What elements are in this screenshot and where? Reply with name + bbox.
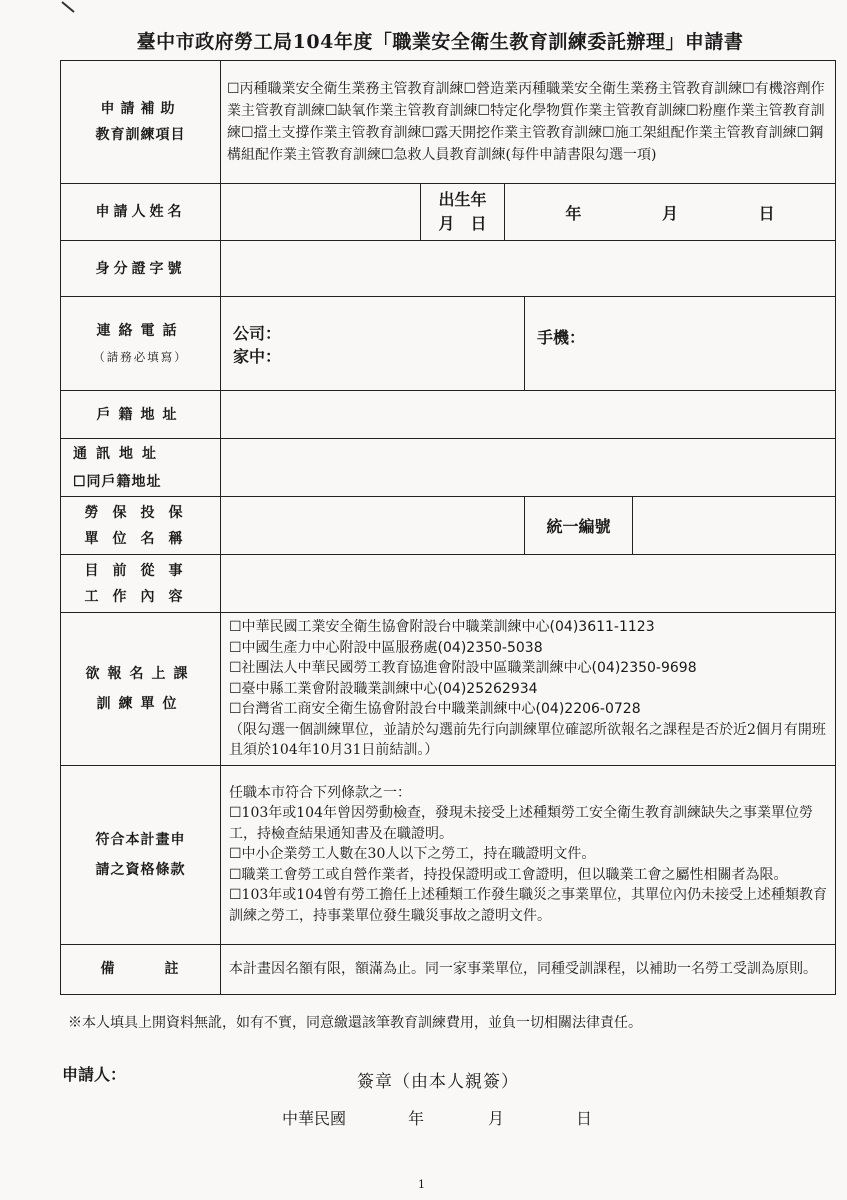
applicant-name-field[interactable] <box>221 184 421 241</box>
household-address-field[interactable] <box>221 391 836 439</box>
eligibility-label: 符合本計畫申 請之資格條款 <box>61 765 221 944</box>
eligibility-option[interactable]: ☐中小企業勞工人數在30人以下之勞工，持在職證明文件。 <box>229 846 596 863</box>
training-unit-option[interactable]: ☐中華民國工業安全衛生協會附設台中職業訓練中心(04)3611-1123 <box>229 619 655 635</box>
row-mailing-address <box>61 439 836 497</box>
applicant-name-label: 申請人姓名 <box>61 184 221 241</box>
mailing-address-field[interactable] <box>221 439 836 497</box>
training-unit-label: 欲報名上課 訓練單位 <box>61 613 221 766</box>
training-unit-option[interactable]: ☐台灣省工商安全衛生協會附設台中職業訓練中心(04)2206-0728 <box>229 701 641 717</box>
row-phone <box>61 297 836 391</box>
same-as-household-checkbox[interactable]: ☐同戶籍地址 <box>73 473 162 490</box>
insurance-unit-field[interactable] <box>221 497 525 555</box>
id-number-label: 身分證字號 <box>61 241 221 297</box>
signature-field[interactable]: 簽章（由本人親簽） <box>357 1072 519 1092</box>
id-number-field[interactable] <box>221 241 836 297</box>
training-unit-option[interactable]: ☐中國生產力中心附設中區服務處(04)2350-5038 <box>229 639 543 656</box>
remarks-text: 本計畫因名額有限，額滿為止。同一家事業單位，同種受訓課程，以補助一名勞工受訓為原則。 <box>221 944 836 994</box>
phone-landline-field[interactable]: 公司： 家中： <box>221 297 525 391</box>
current-job-label: 目前從事 工作內容 <box>61 555 221 613</box>
training-items-options[interactable]: ☐丙種職業安全衛生業務主管教育訓練☐營造業丙種職業安全衛生業務主管教育訓練☐有機溶劑作業主管教育訓練☐缺氧作業主管教育訓練☐特定化學物質作業主管教育訓練☐粉塵作業主管教育訓練☐擋土支撐作業主管教育訓練☐露天開挖作業主管教育訓練☐施工架組配作業主管教育訓練☐鋼構組配作業主管教育訓練☐急救人員教育訓練(每件申請書限勾選一項) <box>221 61 836 184</box>
phone-label: 連絡電話 （請務必填寫） <box>61 297 221 391</box>
page-number: 1 <box>418 1178 425 1191</box>
eligibility-option[interactable]: ☐103年或104年曾因勞動檢查，發現未接受上述種類勞工安全衛生教育訓練缺失之事業單位勞工，持檢查結果通知書及在職證明。 <box>229 805 813 842</box>
row-id-number <box>61 241 836 297</box>
row-eligibility <box>61 765 836 944</box>
training-unit-option[interactable]: ☐臺中縣工業會附設職業訓練中心(04)25262934 <box>229 680 538 697</box>
row-remarks <box>61 944 836 994</box>
mailing-address-label: 通訊地址 ☐同戶籍地址 <box>61 439 221 497</box>
eligibility-intro: 任職本市符合下列條款之一： <box>229 784 411 801</box>
birth-date-label: 出生年 月 日 <box>421 184 505 241</box>
row-training-unit <box>61 613 836 766</box>
tax-id-label: 統一編號 <box>525 497 633 555</box>
declaration-text: ※本人填具上開資料無訛，如有不實，同意繳還該筆教育訓練費用，並負一切相關法律責任。 <box>68 1015 642 1031</box>
applicant-signature-label: 申請人： <box>62 1065 127 1084</box>
row-insurance-unit <box>61 497 836 555</box>
application-date: 中華民國 年 月 日 <box>282 1109 593 1128</box>
training-items-label: 申請補助 教育訓練項目 <box>61 61 221 184</box>
form-title: 臺中市政府勞工局104年度「職業安全衛生教育訓練委託辦理」申請書 <box>136 31 744 53</box>
training-unit-note: （限勾選一個訓練單位，並請於勾選前先行向訓練單位確認所欲報名之課程是否於近2個月有開班且須於104年10月31日前結訓。） <box>229 721 826 758</box>
household-address-label: 戶籍地址 <box>61 391 221 439</box>
row-training-items <box>61 61 836 184</box>
tax-id-field[interactable] <box>633 497 836 555</box>
row-applicant-name <box>61 184 836 241</box>
eligibility-option[interactable]: ☐103年或104曾有勞工擔任上述種類工作發生職災之事業單位，其單位內仍未接受上述種類教育訓練之勞工，持事業單位發生職災事故之證明文件。 <box>229 887 827 924</box>
scan-artifact-mark <box>60 0 80 18</box>
training-unit-options <box>221 613 836 766</box>
birth-date-field[interactable]: 年 月 日 <box>505 184 836 241</box>
row-household-address <box>61 391 836 439</box>
current-job-field[interactable] <box>221 555 836 613</box>
remarks-label: 備 註 <box>61 944 221 994</box>
training-unit-option[interactable]: ☐社團法人中華民國勞工教育協進會附設中區職業訓練中心(04)2350-9698 <box>229 660 697 676</box>
insurance-unit-label: 勞保投保 單位名稱 <box>61 497 221 555</box>
application-form-table <box>60 60 836 995</box>
eligibility-option[interactable]: ☐職業工會勞工或自營作業者，持投保證明或工會證明，但以職業工會之屬性相關者為限。 <box>229 866 788 883</box>
eligibility-options <box>221 765 836 944</box>
row-current-job <box>61 555 836 613</box>
mobile-field[interactable]: 手機： <box>525 297 836 391</box>
